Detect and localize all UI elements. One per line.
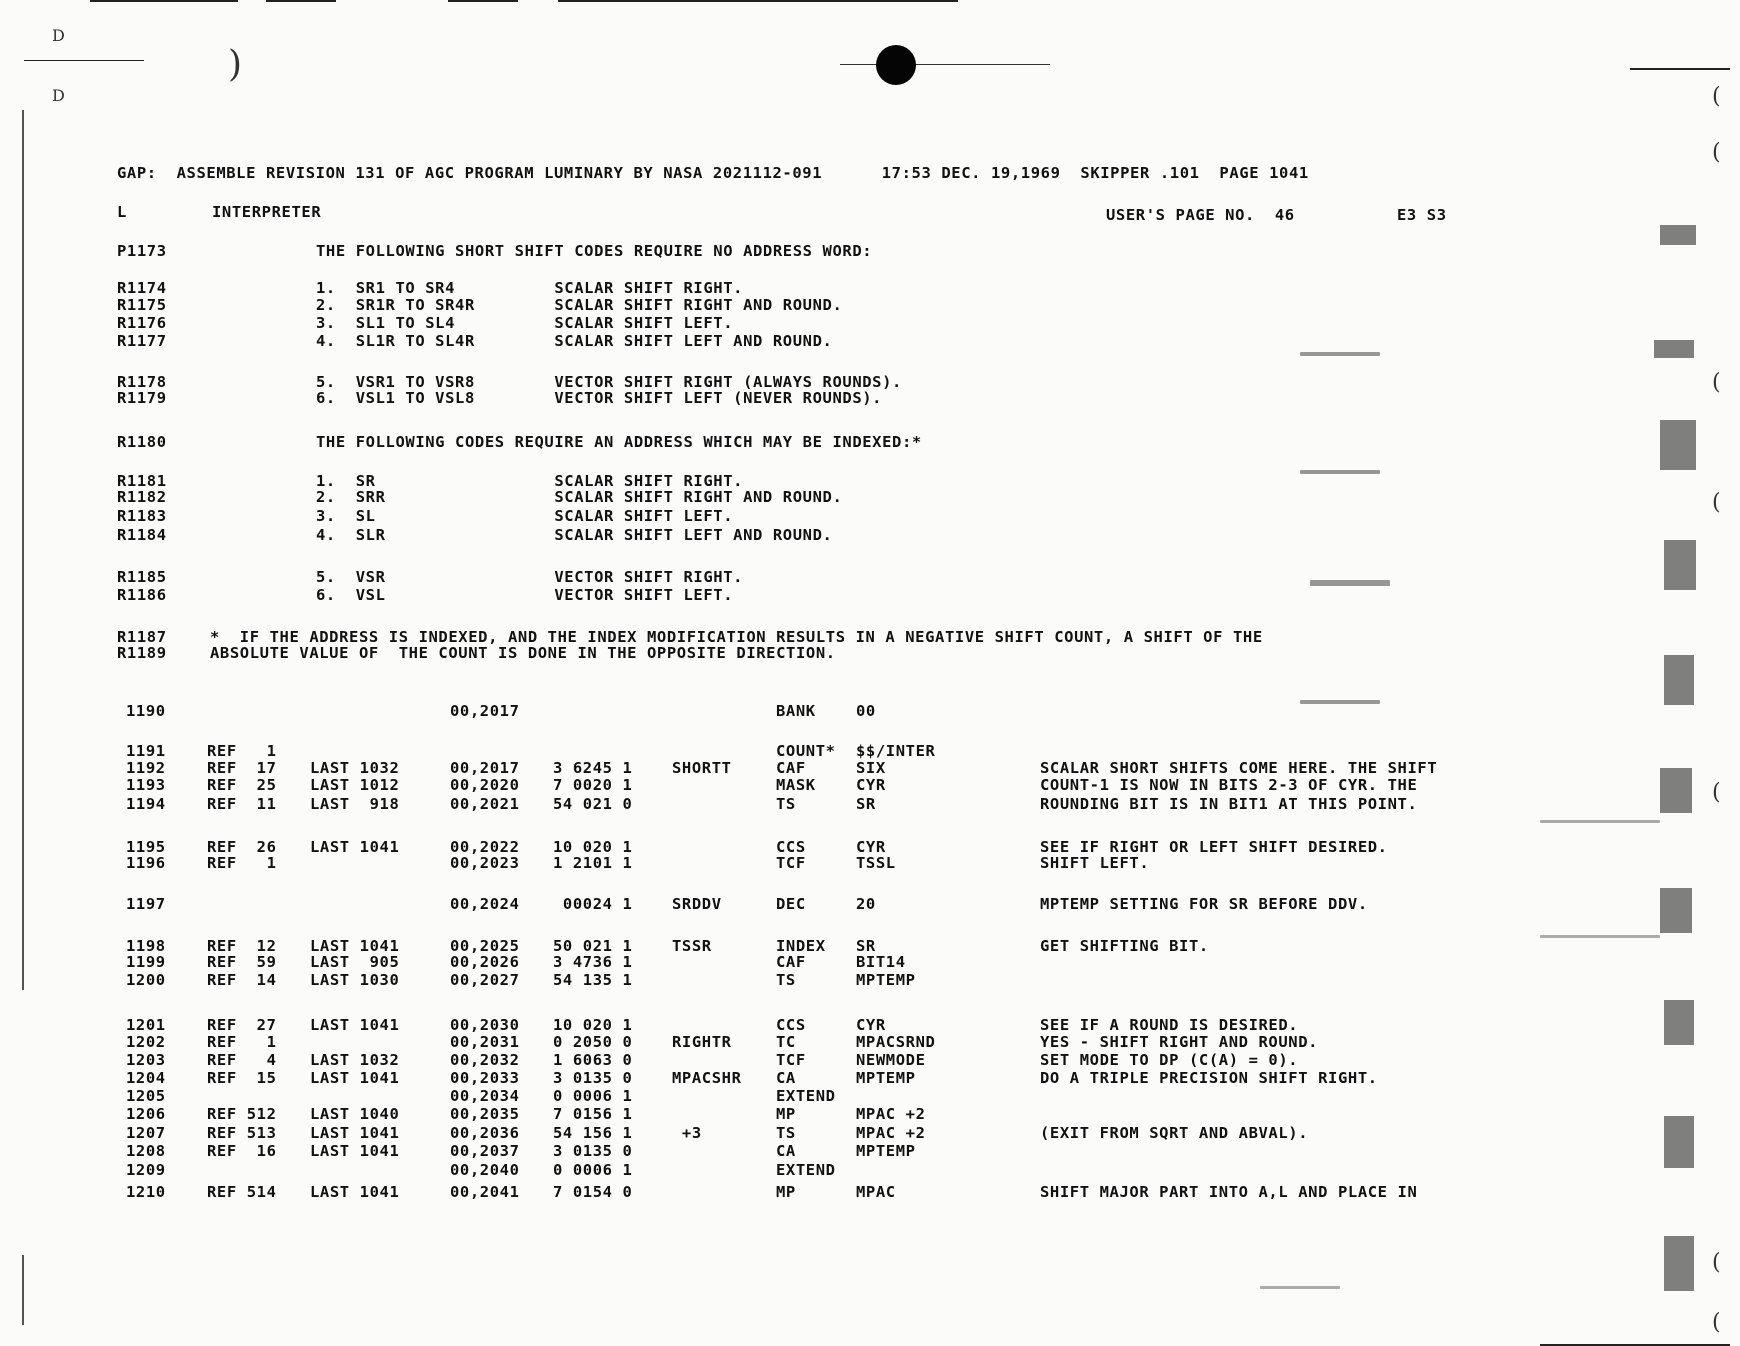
octal-word: 54 135 1 (553, 971, 633, 989)
top-rule (558, 0, 958, 2)
last-ref: LAST 918 (310, 795, 400, 813)
operand: MPTEMP (856, 971, 916, 989)
section-title: INTERPRETER (212, 203, 322, 221)
address: 00,2033 (450, 1069, 520, 1087)
comment-text: 4. SLR SCALAR SHIFT LEFT AND ROUND. (316, 526, 833, 544)
last-ref: LAST 1012 (310, 776, 400, 794)
label: MPACSHR (672, 1069, 742, 1087)
last-ref: LAST 1041 (310, 1016, 400, 1034)
comment-id: R1186 (117, 586, 167, 604)
remark: SHIFT LEFT. (1040, 854, 1150, 872)
remark: COUNT-1 IS NOW IN BITS 2-3 OF CYR. THE (1040, 776, 1418, 794)
opcode: TS (776, 1124, 796, 1142)
line-number: 1197 (126, 895, 166, 913)
top-rule (90, 0, 238, 2)
ref-count: REF 512 (207, 1105, 277, 1123)
remark: SET MODE TO DP (C(A) = 0). (1040, 1051, 1299, 1069)
operand: CYR (856, 776, 886, 794)
line-number: 1194 (126, 795, 166, 813)
margin-smudge (1664, 1000, 1694, 1045)
page-code: E3 S3 (1397, 206, 1447, 224)
hole-dash (840, 64, 1050, 65)
operand: NEWMODE (856, 1051, 926, 1069)
margin-paren: ( (1712, 1250, 1721, 1275)
line-number: 1203 (126, 1051, 166, 1069)
comment-id: P1173 (117, 242, 167, 260)
label: RIGHTR (672, 1033, 732, 1051)
margin-smudge (1660, 888, 1692, 933)
top-rule (266, 0, 336, 2)
log-section-letter: L (117, 203, 127, 221)
opcode: TS (776, 971, 796, 989)
scan-speck (1540, 935, 1660, 938)
line-number: 1210 (126, 1183, 166, 1201)
margin-smudge (1660, 225, 1696, 245)
line-number: 1199 (126, 953, 166, 971)
opcode: EXTEND (776, 1087, 836, 1105)
right-top-dash (1630, 68, 1730, 70)
opcode: EXTEND (776, 1161, 836, 1179)
line-number: 1206 (126, 1105, 166, 1123)
octal-word: 7 0154 0 (553, 1183, 633, 1201)
last-ref: LAST 1041 (310, 1069, 400, 1087)
line-number: 1205 (126, 1087, 166, 1105)
margin-paren: ) (228, 44, 243, 85)
comment-text: THE FOLLOWING CODES REQUIRE AN ADDRESS WHICH MAY BE INDEXED:* (316, 433, 922, 451)
address: 00,2025 (450, 937, 520, 955)
comment-text: THE FOLLOWING SHORT SHIFT CODES REQUIRE NO ADDRESS WORD: (316, 242, 873, 260)
margin-paren: ( (1712, 140, 1721, 165)
margin-paren: ( (1712, 84, 1721, 109)
operand: MPAC +2 (856, 1105, 926, 1123)
comment-id: R1183 (117, 507, 167, 525)
address: 00,2035 (450, 1105, 520, 1123)
address: 00,2020 (450, 776, 520, 794)
address: 00,2017 (450, 702, 520, 720)
remark: SEE IF A ROUND IS DESIRED. (1040, 1016, 1299, 1034)
ref-count: REF 1 (207, 854, 277, 872)
margin-smudge (1664, 540, 1696, 590)
operand: MPTEMP (856, 1142, 916, 1160)
opcode: CAF (776, 953, 806, 971)
address: 00,2023 (450, 854, 520, 872)
label: SRDDV (672, 895, 722, 913)
margin-d: D (52, 86, 65, 105)
ref-count: REF 25 (207, 776, 277, 794)
margin-d: D (52, 26, 65, 45)
margin-smudge (1664, 655, 1694, 705)
comment-id: R1184 (117, 526, 167, 544)
octal-word: 10 020 1 (553, 1016, 633, 1034)
label: TSSR (672, 937, 712, 955)
operand: BIT14 (856, 953, 906, 971)
remark: SHIFT MAJOR PART INTO A,L AND PLACE IN (1040, 1183, 1418, 1201)
ref-count: REF 12 (207, 937, 277, 955)
margin-paren: ( (1712, 490, 1721, 515)
opcode: TCF (776, 854, 806, 872)
remark: MPTEMP SETTING FOR SR BEFORE DDV. (1040, 895, 1368, 913)
opcode: MP (776, 1183, 796, 1201)
operand: SR (856, 937, 876, 955)
octal-word: 50 021 1 (553, 937, 633, 955)
remark: YES - SHIFT RIGHT AND ROUND. (1040, 1033, 1319, 1051)
address: 00,2021 (450, 795, 520, 813)
remark: SEE IF RIGHT OR LEFT SHIFT DESIRED. (1040, 838, 1388, 856)
punch-hole (876, 45, 916, 85)
address: 00,2037 (450, 1142, 520, 1160)
octal-word: 0 2050 0 (553, 1033, 633, 1051)
ref-count: REF 59 (207, 953, 277, 971)
scan-speck (1540, 820, 1660, 823)
left-margin-rule (22, 110, 24, 990)
octal-word: 10 020 1 (553, 838, 633, 856)
comment-id: R1176 (117, 314, 167, 332)
ref-count: REF 1 (207, 1033, 277, 1051)
comment-id: R1174 (117, 279, 167, 297)
comment-id: R1182 (117, 488, 167, 506)
octal-word: 3 0135 0 (553, 1069, 633, 1087)
line-number: 1200 (126, 971, 166, 989)
address: 00,2017 (450, 759, 520, 777)
address: 00,2034 (450, 1087, 520, 1105)
opcode: TCF (776, 1051, 806, 1069)
comment-text: 1. SR SCALAR SHIFT RIGHT. (316, 472, 744, 490)
operand: MPAC +2 (856, 1124, 926, 1142)
ref-count: REF 26 (207, 838, 277, 856)
line-number: 1201 (126, 1016, 166, 1034)
octal-word: 1 6063 0 (553, 1051, 633, 1069)
octal-word: 0 0006 1 (553, 1161, 633, 1179)
scan-speck (1300, 470, 1380, 474)
line-number: 1196 (126, 854, 166, 872)
octal-word: 3 0135 0 (553, 1142, 633, 1160)
address: 00,2024 (450, 895, 520, 913)
opcode: CA (776, 1142, 796, 1160)
last-ref: LAST 1040 (310, 1105, 400, 1123)
remark: ROUNDING BIT IS IN BIT1 AT THIS POINT. (1040, 795, 1418, 813)
opcode: INDEX (776, 937, 826, 955)
comment-text: 3. SL SCALAR SHIFT LEFT. (316, 507, 734, 525)
comment-text: 2. SRR SCALAR SHIFT RIGHT AND ROUND. (316, 488, 843, 506)
remark: SCALAR SHORT SHIFTS COME HERE. THE SHIFT (1040, 759, 1438, 777)
comment-id: R1181 (117, 472, 167, 490)
label: +3 (672, 1124, 702, 1142)
comment-id: R1187 (117, 628, 167, 646)
line-number: 1192 (126, 759, 166, 777)
address: 00,2031 (450, 1033, 520, 1051)
comment-id: R1185 (117, 568, 167, 586)
address: 00,2032 (450, 1051, 520, 1069)
last-ref: LAST 905 (310, 953, 400, 971)
operand: CYR (856, 838, 886, 856)
address: 00,2041 (450, 1183, 520, 1201)
octal-word: 54 156 1 (553, 1124, 633, 1142)
line-number: 1209 (126, 1161, 166, 1179)
comment-id: R1179 (117, 389, 167, 407)
left-margin-rule (22, 1255, 24, 1325)
comment-text: 6. VSL1 TO VSL8 VECTOR SHIFT LEFT (NEVER ROUNDS). (316, 389, 883, 407)
left-margin-line (24, 60, 144, 61)
scan-speck (1300, 352, 1380, 356)
ref-count: REF 513 (207, 1124, 277, 1142)
ref-count: REF 1 (207, 742, 277, 760)
comment-id: R1189 (117, 644, 167, 662)
opcode: CA (776, 1069, 796, 1087)
address: 00,2040 (450, 1161, 520, 1179)
scan-speck (1300, 700, 1380, 704)
last-ref: LAST 1041 (310, 1142, 400, 1160)
top-rule (448, 0, 518, 2)
line-number: 1208 (126, 1142, 166, 1160)
last-ref: LAST 1041 (310, 937, 400, 955)
last-ref: LAST 1041 (310, 838, 400, 856)
line-number: 1202 (126, 1033, 166, 1051)
address: 00,2036 (450, 1124, 520, 1142)
opcode: TC (776, 1033, 796, 1051)
line-number: 1195 (126, 838, 166, 856)
line-number: 1207 (126, 1124, 166, 1142)
octal-word: 1 2101 1 (553, 854, 633, 872)
ref-count: REF 14 (207, 971, 277, 989)
comment-id: R1180 (117, 433, 167, 451)
margin-smudge (1664, 1116, 1694, 1168)
margin-smudge (1664, 1236, 1694, 1291)
ref-count: REF 15 (207, 1069, 277, 1087)
operand: $$/INTER (856, 742, 936, 760)
comment-text: 2. SR1R TO SR4R SCALAR SHIFT RIGHT AND ROUND. (316, 296, 843, 314)
comment-text: 5. VSR1 TO VSR8 VECTOR SHIFT RIGHT (ALWAYS ROUNDS). (316, 373, 902, 391)
opcode: MASK (776, 776, 816, 794)
scan-speck (1310, 580, 1390, 586)
comment-text: 5. VSR VECTOR SHIFT RIGHT. (316, 568, 744, 586)
comment-text: 3. SL1 TO SL4 SCALAR SHIFT LEFT. (316, 314, 734, 332)
remark: (EXIT FROM SQRT AND ABVAL). (1040, 1124, 1309, 1142)
remark: GET SHIFTING BIT. (1040, 937, 1209, 955)
users-page-number: USER'S PAGE NO. 46 (1106, 206, 1295, 224)
line-number: 1198 (126, 937, 166, 955)
operand: CYR (856, 1016, 886, 1034)
opcode: CCS (776, 1016, 806, 1034)
octal-word: 54 021 0 (553, 795, 633, 813)
ref-count: REF 11 (207, 795, 277, 813)
margin-smudge (1660, 420, 1696, 470)
operand: SIX (856, 759, 886, 777)
label: SHORTT (672, 759, 732, 777)
comment-id: R1175 (117, 296, 167, 314)
comment-id: R1177 (117, 332, 167, 350)
address: 00,2026 (450, 953, 520, 971)
margin-smudge (1660, 768, 1692, 813)
comment-text: 4. SL1R TO SL4R SCALAR SHIFT LEFT AND ROUND. (316, 332, 833, 350)
comment-text: 6. VSL VECTOR SHIFT LEFT. (316, 586, 734, 604)
ref-count: REF 4 (207, 1051, 277, 1069)
octal-word: 0 0006 1 (553, 1087, 633, 1105)
opcode: COUNT* (776, 742, 836, 760)
operand: 00 (856, 702, 876, 720)
last-ref: LAST 1030 (310, 971, 400, 989)
operand: MPTEMP (856, 1069, 916, 1087)
ref-count: REF 16 (207, 1142, 277, 1160)
margin-smudge (1654, 340, 1694, 358)
octal-word: 3 4736 1 (553, 953, 633, 971)
line-number: 1204 (126, 1069, 166, 1087)
operand: 20 (856, 895, 876, 913)
operand: MPAC (856, 1183, 896, 1201)
octal-word: 00024 1 (553, 895, 633, 913)
line-number: 1190 (126, 702, 166, 720)
address: 00,2022 (450, 838, 520, 856)
ref-count: REF 27 (207, 1016, 277, 1034)
ref-count: REF 514 (207, 1183, 277, 1201)
operand: SR (856, 795, 876, 813)
line-number: 1191 (126, 742, 166, 760)
opcode: DEC (776, 895, 806, 913)
comment-id: R1178 (117, 373, 167, 391)
opcode: BANK (776, 702, 816, 720)
address: 00,2027 (450, 971, 520, 989)
last-ref: LAST 1032 (310, 759, 400, 777)
comment-text: ABSOLUTE VALUE OF THE COUNT IS DONE IN THE OPPOSITE DIRECTION. (210, 644, 836, 662)
ref-count: REF 17 (207, 759, 277, 777)
comment-text: * IF THE ADDRESS IS INDEXED, AND THE INDEX MODIFICATION RESULTS IN A NEGATIVE SHIFT COUNT, A SHIFT OF THE (210, 628, 1263, 646)
opcode: MP (776, 1105, 796, 1123)
last-ref: LAST 1032 (310, 1051, 400, 1069)
operand: MPACSRND (856, 1033, 936, 1051)
octal-word: 3 6245 1 (553, 759, 633, 777)
margin-paren: ( (1712, 370, 1721, 395)
last-ref: LAST 1041 (310, 1124, 400, 1142)
listing-header: GAP: ASSEMBLE REVISION 131 OF AGC PROGRAM LUMINARY BY NASA 2021112-091 17:53 DEC. 19,1969 SKIPPER .101 PAGE 1041 (117, 164, 1309, 182)
line-number: 1193 (126, 776, 166, 794)
octal-word: 7 0020 1 (553, 776, 633, 794)
scan-speck (1260, 1286, 1340, 1289)
margin-paren: ( (1712, 780, 1721, 805)
margin-paren: ( (1712, 1310, 1721, 1335)
last-ref: LAST 1041 (310, 1183, 400, 1201)
opcode: CCS (776, 838, 806, 856)
comment-text: 1. SR1 TO SR4 SCALAR SHIFT RIGHT. (316, 279, 744, 297)
opcode: CAF (776, 759, 806, 777)
operand: TSSL (856, 854, 896, 872)
octal-word: 7 0156 1 (553, 1105, 633, 1123)
address: 00,2030 (450, 1016, 520, 1034)
remark: DO A TRIPLE PRECISION SHIFT RIGHT. (1040, 1069, 1378, 1087)
opcode: TS (776, 795, 796, 813)
